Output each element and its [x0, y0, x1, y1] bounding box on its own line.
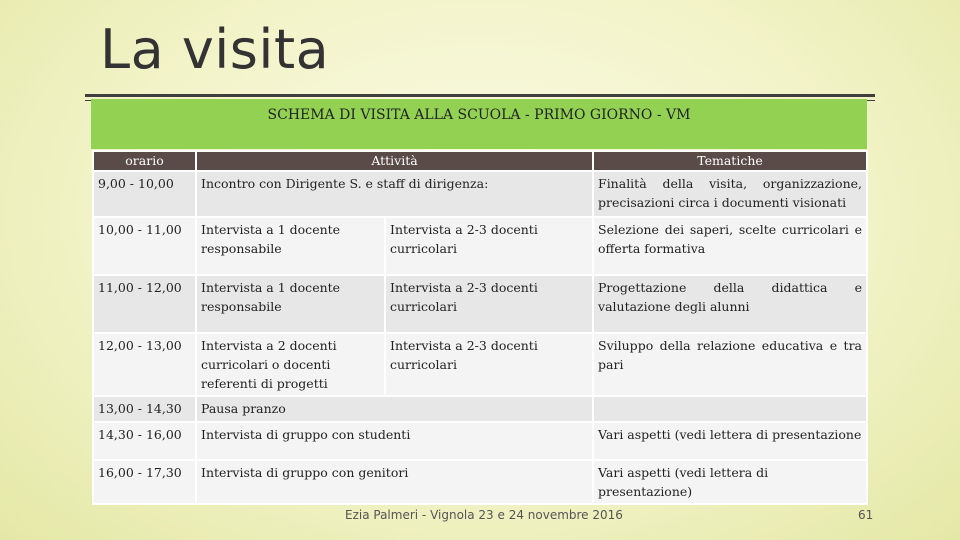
activity-cell: Intervista a 1 docente responsabile	[196, 217, 385, 275]
activity-cell: Intervista a 2 docenti curricolari o docenti referenti di progetti	[196, 333, 385, 396]
topic-cell: Sviluppo della relazione educativa e tra pari	[593, 333, 867, 396]
topic-cell: Vari aspetti (vedi lettera di presentazione	[593, 422, 867, 460]
table-row	[93, 396, 867, 422]
table-row	[93, 460, 867, 504]
topic-cell	[593, 396, 867, 422]
time-cell: 13,00 - 14,30	[93, 396, 196, 422]
time-cell: 11,00 - 12,00	[93, 275, 196, 333]
table-banner	[91, 99, 867, 149]
time-cell: 10,00 - 11,00	[93, 217, 196, 275]
activity-cell-secondary: Intervista a 2-3 docenti curricolari	[385, 217, 593, 275]
table-row	[93, 275, 867, 333]
time-cell: 9,00 - 10,00	[93, 171, 196, 217]
activity-cell: Intervista di gruppo con studenti	[196, 422, 593, 460]
activity-cell: Intervista di gruppo con genitori	[196, 460, 593, 504]
time-cell: 14,30 - 16,00	[93, 422, 196, 460]
activity-cell: Incontro con Dirigente S. e staff di dirigenza:	[196, 171, 593, 217]
activity-cell-secondary: Intervista a 2-3 docenti curricolari	[385, 333, 593, 396]
page-number: 61	[858, 508, 874, 522]
title-rule	[85, 94, 875, 97]
topic-cell: Finalità della visita, organizzazione, precisazioni circa i documenti visionati	[593, 171, 867, 217]
table-row	[93, 422, 867, 460]
time-cell: 16,00 - 17,30	[93, 460, 196, 504]
activity-cell: Pausa pranzo	[196, 396, 593, 422]
header-tematiche: Tematiche	[593, 151, 867, 171]
slide-title: La visita	[100, 18, 330, 81]
activity-cell: Intervista a 1 docente responsabile	[196, 275, 385, 333]
footer-text: Ezia Palmeri - Vignola 23 e 24 novembre 2016	[345, 508, 623, 522]
topic-cell: Selezione dei saperi, scelte curricolari e offerta formativa	[593, 217, 867, 275]
topic-cell: Progettazione della didattica e valutazione degli alunni	[593, 275, 867, 333]
header-row	[93, 151, 867, 171]
header-attivita: Attività	[196, 151, 593, 171]
table-row	[93, 333, 867, 396]
schedule-table	[92, 150, 868, 505]
table-row	[93, 171, 867, 217]
time-cell: 12,00 - 13,00	[93, 333, 196, 396]
topic-cell: Vari aspetti (vedi lettera di presentazione)	[593, 460, 867, 504]
banner-title: SCHEMA DI VISITA ALLA SCUOLA - PRIMO GIORNO - VM	[267, 107, 691, 123]
header-orario: orario	[93, 151, 196, 171]
activity-cell-secondary: Intervista a 2-3 docenti curricolari	[385, 275, 593, 333]
table-row	[93, 217, 867, 275]
